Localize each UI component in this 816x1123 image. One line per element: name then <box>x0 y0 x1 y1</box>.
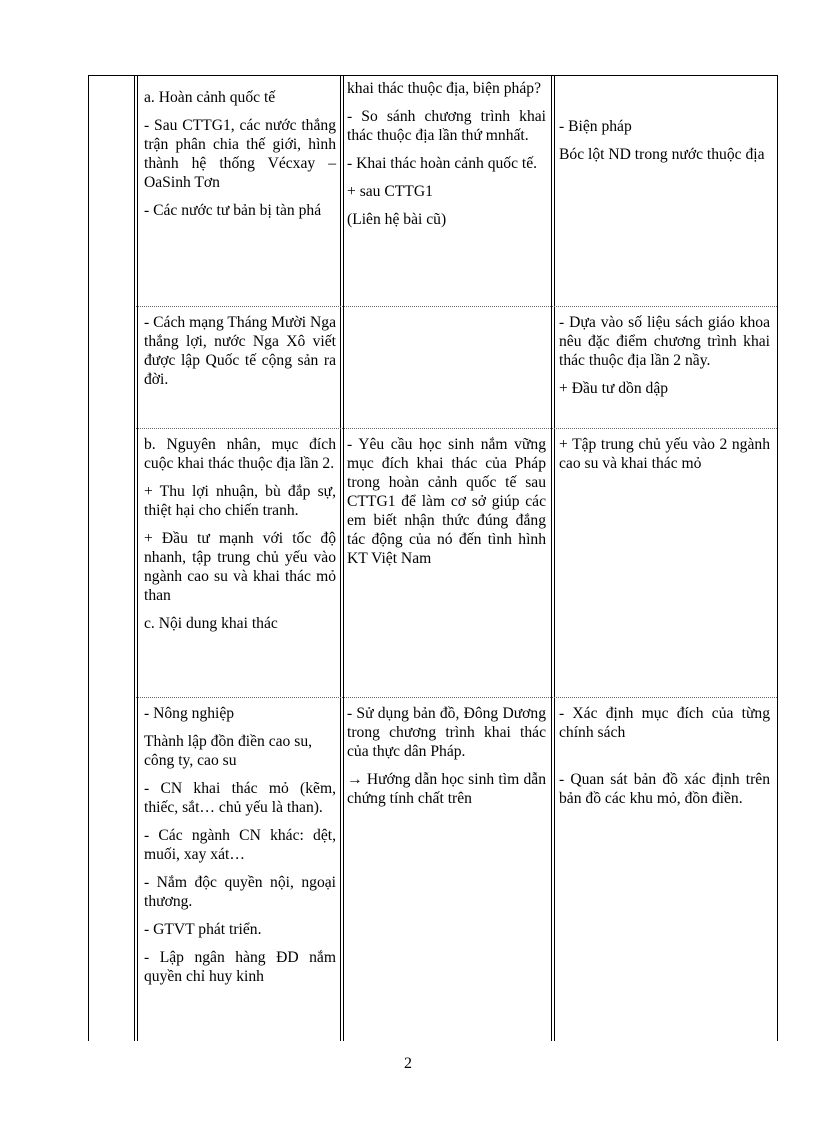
row-4-content-cell <box>144 704 336 995</box>
row-1-student-cell <box>559 117 770 173</box>
content-paragraph: - GTVT phát triển. <box>144 921 262 938</box>
teacher-paragraph: - Khai thác hoàn cảnh quốc tế. <box>347 155 538 172</box>
content-paragraph: a. Hoàn cảnh quốc tế <box>144 89 276 106</box>
column-divider <box>134 75 138 1041</box>
teacher-paragraph: + sau CTTG1 <box>347 183 433 200</box>
student-paragraph: - Biện pháp <box>559 118 632 135</box>
student-paragraph: - Xác định mục đích của từng chính sách <box>559 705 770 741</box>
content-paragraph: b. Nguyên nhân, mục đích cuộc khai thác thuộc địa lần 2. <box>144 436 336 472</box>
content-paragraph: Thành lập đồn điền cao su, công ty, cao su <box>144 733 313 769</box>
row-divider <box>136 428 777 429</box>
student-paragraph: + Tập trung chủ yếu vào 2 ngành cao su và khai thác mỏ <box>559 436 770 472</box>
row-1-content-cell <box>144 88 336 229</box>
student-paragraph: - Dựa vào số liệu sách giáo khoa nêu đặc điểm chương trình khai thác thuộc địa lần 2 nầy. <box>559 314 770 369</box>
row-3-content-cell <box>144 435 336 642</box>
content-paragraph: - Các ngành CN khác: dệt, muối, xay xát… <box>144 827 336 863</box>
column-divider <box>777 75 778 1041</box>
student-paragraph: Bóc lột ND trong nước thuộc địa <box>559 146 765 163</box>
teacher-paragraph: → Hướng dẫn học sinh tìm dẫn chứng tính chất trên <box>347 771 546 807</box>
content-paragraph: - Cách mạng Tháng Mười Nga thắng lợi, nước Nga Xô viết được lập Quốc tế cộng sản ra đời. <box>144 314 336 388</box>
column-divider <box>88 75 89 1041</box>
row-divider <box>136 306 777 307</box>
table-top-border <box>88 75 778 76</box>
content-paragraph: + Thu lợi nhuận, bù đắp sự, thiệt hại cho chiến tranh. <box>144 483 336 519</box>
student-paragraph: - Quan sát bản đồ xác định trên bản đồ các khu mỏ, đồn điền. <box>559 771 770 807</box>
row-3-teacher-cell <box>347 435 546 577</box>
content-paragraph: + Đầu tư mạnh với tốc độ nhanh, tập trung chủ yếu vào ngành cao su và khai thác mỏ than <box>144 530 336 604</box>
content-paragraph: - Sau CTTG1, các nước thắng trận phân chia thế giới, hình thành hệ thống Vécxay – OaSinh Tơn <box>144 117 336 191</box>
teacher-paragraph: khai thác thuộc địa, biện pháp? <box>347 80 541 97</box>
teacher-paragraph: - So sánh chương trình khai thác thuộc địa lần thứ mnhất. <box>347 108 546 144</box>
row-4-teacher-cell <box>347 704 546 817</box>
lesson-table <box>88 75 778 1041</box>
content-paragraph: - Nông nghiệp <box>144 705 235 722</box>
content-paragraph: - Lập ngân hàng ĐD nắm quyền chỉ huy kinh <box>144 949 336 985</box>
row-2-content-cell <box>144 313 336 398</box>
row-4-student-cell <box>559 704 770 817</box>
student-paragraph: + Đầu tư dồn dập <box>559 380 669 397</box>
row-1-teacher-cell <box>347 79 546 238</box>
page-number: 2 <box>404 1055 412 1072</box>
row-3-student-cell <box>559 435 770 482</box>
column-divider <box>551 75 555 1041</box>
column-divider <box>340 75 344 1041</box>
row-divider <box>136 697 777 698</box>
content-paragraph: - CN khai thác mỏ (kẽm, thiếc, sắt… chủ yếu là than). <box>144 780 336 816</box>
content-paragraph: - Các nước tư bản bị tàn phá <box>144 202 322 219</box>
row-2-student-cell <box>559 313 770 407</box>
content-paragraph: - Nắm độc quyền nội, ngoại thương. <box>144 874 336 910</box>
content-paragraph: c. Nội dung khai thác <box>144 615 278 632</box>
teacher-paragraph: - Sử dụng bản đồ, Đông Dương trong chương trình khai thác của thực dân Pháp. <box>347 705 546 760</box>
teacher-paragraph: (Liên hệ bài cũ) <box>347 211 447 228</box>
teacher-paragraph: - Yêu cầu học sinh nắm vững mục đích khai thác của Pháp trong hoàn cảnh quốc tế sau CTTG1 để làm cơ sở giúp các em biết nhận thức đúng đắng tác động của nó đến tình hình KT Việt Nam <box>347 436 546 567</box>
